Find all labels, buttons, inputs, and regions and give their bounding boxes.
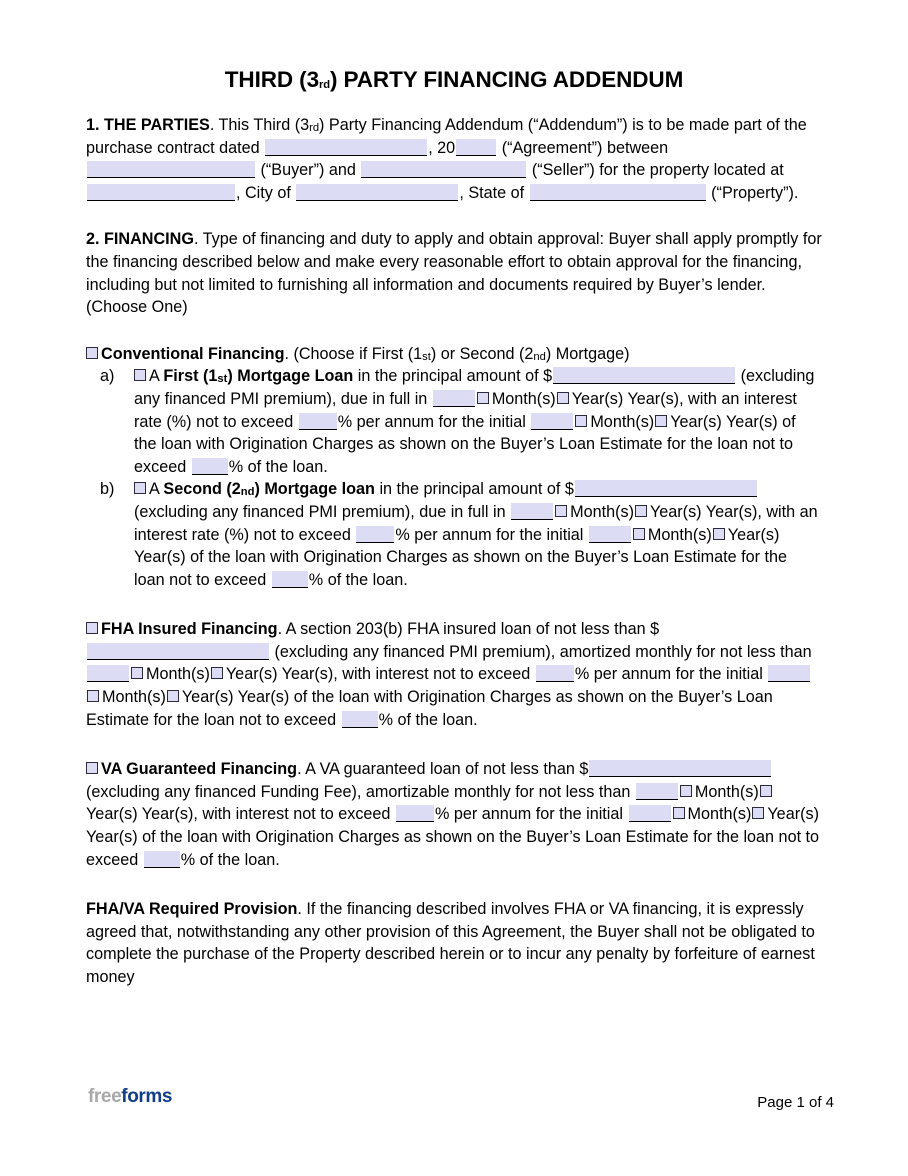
section-financing-heading: 2. FINANCING	[86, 230, 194, 249]
checkbox-first-mortgage-loan[interactable]	[134, 369, 146, 381]
property-state-field[interactable]	[530, 184, 706, 201]
va-text-7: Year(s) of the loan with Origination Charges as shown on the Buyer’s Loan Estimate for the loan not to exceed	[86, 828, 820, 869]
section-fha-va-required-provision	[86, 898, 822, 988]
second-mortgage-text-4: Year(s), with an interest rate (%) not to exceed	[134, 502, 818, 544]
provision-text: . If the financing described involves FHA or VA financing, it is expressly agreed that, notwithstanding any other provision of this Agreement, the Buyer shall not be obligated to complete the purchase of the Property described herein or to incur any penalty by forfeiture of earnest money	[86, 900, 815, 986]
spacer	[86, 204, 822, 228]
parties-text-7: , City of	[236, 183, 296, 202]
contract-year-field[interactable]	[456, 139, 496, 156]
fha-month-label: Month(s)	[146, 665, 210, 684]
first-mortgage-initial-term-field[interactable]	[531, 413, 573, 430]
parties-text-8: , State of	[459, 183, 529, 202]
spacer	[86, 319, 822, 343]
conventional-text-2: ) or Second (2	[430, 344, 534, 363]
option-conventional-financing	[86, 343, 822, 366]
second-mortgage-amount-field[interactable]	[575, 480, 757, 497]
checkbox-second-mortgage-initial-months[interactable]	[633, 528, 645, 540]
checkbox-fha-initial-years[interactable]	[167, 690, 179, 702]
checkbox-first-mortgage-months[interactable]	[477, 392, 489, 404]
property-city-field[interactable]	[296, 184, 458, 201]
va-month-label: Month(s)	[694, 782, 759, 801]
first-mortgage-text-1: in the principal amount of $	[353, 367, 553, 386]
fha-amount-field[interactable]	[87, 643, 269, 660]
checkbox-first-mortgage-initial-years[interactable]	[655, 415, 667, 427]
page-title-ordinal: rd	[318, 79, 330, 91]
first-mortgage-amount-field[interactable]	[553, 367, 735, 384]
seller-name-field[interactable]	[361, 161, 526, 178]
list-marker-a: a)	[100, 367, 115, 386]
parties-text-2: ) Party Financing Addendum (“Addendum”) is to be made part of the purchase contract dated	[86, 116, 807, 157]
buyer-name-field[interactable]	[87, 161, 255, 178]
page-title	[0, 68, 908, 93]
parties-ordinal-3rd: rd	[309, 122, 320, 134]
fha-year-label: Year(s)	[225, 665, 278, 684]
checkbox-va-initial-years[interactable]	[752, 807, 764, 819]
checkbox-first-mortgage-years[interactable]	[557, 392, 569, 404]
spacer	[86, 731, 822, 758]
first-mortgage-ordinal: st	[217, 373, 228, 386]
first-mortgage-initial-month-label: Month(s)	[590, 412, 655, 431]
second-mortgage-origination-pct-field[interactable]	[272, 571, 308, 588]
parties-text-4: (“Agreement”) between	[497, 138, 669, 157]
first-mortgage-text-8: % of the loan.	[228, 457, 328, 476]
fha-text-2: (excluding any financed PMI premium), amortized monthly for not less than	[270, 642, 812, 661]
section-parties-heading: 1. THE PARTIES	[86, 116, 210, 134]
first-mortgage-year-label: Year(s)	[571, 389, 624, 408]
first-mortgage-label-b: ) Mortgage Loan	[227, 367, 354, 386]
fha-initial-term-field[interactable]	[768, 665, 810, 682]
first-mortgage-label-a: First (1	[163, 367, 218, 386]
section-parties	[86, 114, 822, 204]
va-initial-month-label: Month(s)	[687, 805, 752, 824]
first-mortgage-term-field[interactable]	[433, 390, 475, 407]
option-first-mortgage-loan	[86, 365, 822, 478]
parties-text-6: (“Seller”) for the property located at	[527, 161, 784, 180]
conventional-text-3: ) Mortgage)	[545, 344, 630, 363]
checkbox-second-mortgage-months[interactable]	[555, 505, 567, 517]
second-mortgage-text-8: % of the loan.	[308, 570, 408, 589]
parties-text-9: (“Property”).	[706, 183, 799, 202]
fha-text-8: % of the loan.	[378, 710, 478, 729]
option-fha-insured-financing	[86, 618, 822, 731]
va-rate-field[interactable]	[396, 805, 434, 822]
first-mortgage-lead: A	[149, 367, 164, 386]
checkbox-va-guaranteed-financing[interactable]	[86, 762, 98, 774]
second-mortgage-rate-field[interactable]	[356, 526, 394, 543]
second-mortgage-lead: A	[149, 480, 164, 499]
fha-origination-pct-field[interactable]	[342, 711, 378, 728]
fha-rate-field[interactable]	[536, 665, 574, 682]
va-text-2: (excluding any financed Funding Fee), amortizable monthly for not less than	[86, 782, 635, 801]
contract-date-field[interactable]	[265, 139, 427, 156]
option-second-mortgage-loan	[86, 478, 822, 591]
first-mortgage-month-label: Month(s)	[491, 389, 556, 408]
property-address-field[interactable]	[87, 184, 235, 201]
first-mortgage-text-7: Year(s) of the loan with Origination Charges as shown on the Buyer’s Loan Estimate for the loan not to exceed	[134, 412, 796, 476]
checkbox-second-mortgage-years[interactable]	[635, 505, 647, 517]
conventional-ordinal-1st: st	[422, 350, 431, 363]
second-mortgage-text-2: (excluding any financed PMI premium), due in full in	[134, 502, 511, 521]
logo-text-forms: forms	[121, 1086, 173, 1107]
page-title-text-b: ) PARTY FINANCING ADDENDUM	[329, 67, 684, 92]
checkbox-va-initial-months[interactable]	[673, 807, 685, 819]
fha-initial-year-label: Year(s)	[181, 688, 234, 707]
option-va-guaranteed-financing	[86, 758, 822, 871]
second-mortgage-text-1: in the principal amount of $	[374, 480, 574, 499]
checkbox-fha-initial-months[interactable]	[87, 690, 99, 702]
logo-text-free: free	[88, 1086, 122, 1107]
second-mortgage-label-b: ) Mortgage loan	[254, 480, 375, 499]
checkbox-second-mortgage-loan[interactable]	[134, 482, 146, 494]
conventional-label: Conventional Financing	[101, 344, 285, 363]
checkbox-second-mortgage-initial-years[interactable]	[713, 528, 725, 540]
conventional-text-1: . (Choose if First (1	[284, 344, 423, 363]
va-initial-term-field[interactable]	[629, 805, 671, 822]
checkbox-first-mortgage-initial-months[interactable]	[575, 415, 587, 427]
fha-text-5: % per annum for the initial	[574, 665, 768, 684]
second-mortgage-text-7: Year(s) of the loan with Origination Charges as shown on the Buyer’s Loan Estimate for the loan not to exceed	[134, 548, 787, 589]
freeforms-logo[interactable]	[88, 1086, 172, 1108]
second-mortgage-month-label: Month(s)	[570, 502, 634, 521]
va-text-1: . A VA guaranteed loan of not less than $	[297, 760, 589, 779]
page-title-text-a: THIRD (3	[224, 67, 319, 92]
section-financing	[86, 228, 822, 318]
second-mortgage-label-a: Second (2	[163, 480, 241, 499]
va-label: VA Guaranteed Financing	[101, 760, 298, 779]
va-year-label: Year(s)	[86, 805, 138, 824]
checkbox-va-months[interactable]	[680, 785, 692, 797]
va-initial-year-label: Year(s)	[767, 805, 819, 824]
va-term-field[interactable]	[636, 783, 678, 800]
first-mortgage-rate-field[interactable]	[299, 413, 337, 430]
first-mortgage-origination-pct-field[interactable]	[192, 458, 228, 475]
checkbox-va-years[interactable]	[760, 785, 772, 797]
second-mortgage-initial-year-label: Year(s)	[727, 525, 780, 544]
first-mortgage-text-4: Year(s), with an interest rate (%) not to exceed	[134, 389, 797, 431]
document-body	[86, 114, 822, 989]
va-text-5: % per annum for the initial	[434, 805, 628, 824]
financing-text: . Type of financing and duty to apply and obtain approval: Buyer shall apply promptly for the financing described below and make every reasonable effort to obtain approval for the financing, including but not limited to furnishing all information and documents required by Buyer’s lender. (Choose One)	[86, 230, 822, 317]
checkbox-fha-insured-financing[interactable]	[86, 622, 98, 634]
spacer	[86, 871, 822, 898]
first-mortgage-text-5: % per annum for the initial	[337, 412, 531, 431]
parties-text-5: (“Buyer”) and	[256, 161, 361, 180]
fha-initial-month-label: Month(s)	[102, 688, 166, 707]
second-mortgage-year-label: Year(s)	[649, 502, 702, 521]
va-text-4: Year(s), with interest not to exceed	[137, 805, 395, 824]
checkbox-conventional-financing[interactable]	[86, 347, 98, 359]
fha-text-4: Year(s), with interest not to exceed	[277, 665, 535, 684]
fha-term-field[interactable]	[87, 665, 129, 682]
provision-label: FHA/VA Required Provision	[86, 900, 298, 919]
fha-text-1: . A section 203(b) FHA insured loan of not less than $	[277, 620, 660, 639]
second-mortgage-initial-term-field[interactable]	[589, 526, 631, 543]
spacer	[86, 591, 822, 618]
va-origination-pct-field[interactable]	[144, 851, 180, 868]
second-mortgage-initial-month-label: Month(s)	[647, 525, 712, 544]
first-mortgage-text-2: (excluding any financed PMI premium), due in full in	[134, 367, 815, 408]
second-mortgage-term-field[interactable]	[511, 503, 553, 520]
parties-text-1: . This Third (3	[209, 116, 310, 134]
page-number: Page 1 of 4	[757, 1094, 834, 1111]
checkbox-fha-months[interactable]	[131, 667, 143, 679]
conventional-ordinal-2nd: nd	[533, 350, 546, 363]
fha-text-7: Year(s) of the loan with Origination Charges as shown on the Buyer’s Loan Estimate for the loan not to exceed	[86, 688, 773, 729]
fha-label: FHA Insured Financing	[101, 620, 278, 639]
va-amount-field[interactable]	[589, 760, 771, 777]
second-mortgage-text-5: % per annum for the initial	[395, 525, 588, 544]
list-marker-b: b)	[100, 480, 115, 499]
checkbox-fha-years[interactable]	[211, 667, 223, 679]
va-text-8: % of the loan.	[180, 850, 280, 869]
first-mortgage-initial-year-label: Year(s)	[670, 412, 722, 431]
parties-text-3: , 20	[428, 138, 456, 157]
second-mortgage-ordinal: nd	[240, 486, 255, 499]
